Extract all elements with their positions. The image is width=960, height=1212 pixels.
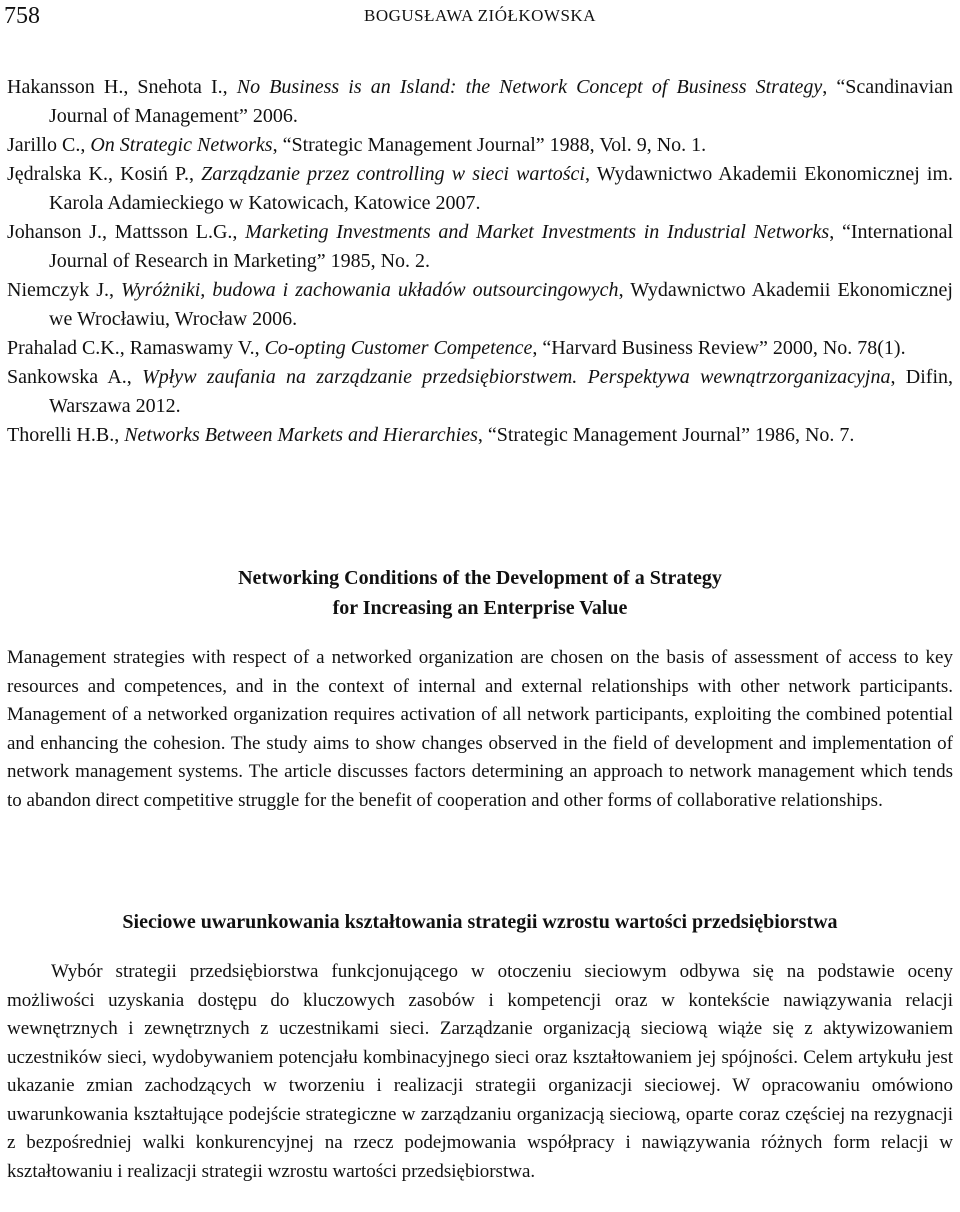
reference-title: Marketing Investments and Market Investments in Industrial Networks [245, 221, 830, 243]
reference-item [7, 276, 953, 334]
reference-title: Wyróżniki, budowa i zachowania układów outsourcingowych [121, 279, 619, 301]
reference-source: , Wydawnictwo Akademii Ekonomicznej im. Karola Adamieckiego w Katowicach, Katowice 2007. [49, 163, 954, 214]
reference-authors: Johanson J., Mattsson L.G., [7, 221, 246, 243]
reference-source: , Wydawnictwo Akademii Ekonomicznej we Wrocławiu, Wrocław 2006. [49, 279, 953, 330]
reference-source: , “Strategic Management Journal” 1986, No. 7. [477, 424, 855, 446]
reference-authors: Hakansson H., Snehota I., [7, 76, 237, 98]
reference-source: , “Harvard Business Review” 2000, No. 78(1). [532, 337, 906, 359]
reference-authors: Thorelli H.B., [7, 424, 125, 446]
polish-title: Sieciowe uwarunkowania kształtowania strategii wzrostu wartości przedsiębiorstwa [122, 911, 838, 933]
english-title [0, 563, 960, 623]
reference-authors: Jędralska K., Kosiń P., [7, 163, 202, 185]
page-number: 758 [4, 3, 40, 29]
reference-item [7, 131, 953, 160]
reference-title: Networks Between Markets and Hierarchies [124, 424, 478, 446]
polish-abstract: Wybór strategii przedsiębiorstwa funkcjonującego w otoczeniu sieciowym odbywa się na podstawie oceny możliwości uzyskania dostępu do kluczowych zasobów i kompetencji oraz w kontekście nawiązywania relacji wewnętrznych i zewnętrznych z uczestnikami sieci. Zarządzanie organizacją sieciową wiąże się z aktywizowaniem uczestników sieci, wydobywaniem potencjału kombinacyjnego sieci oraz kształtowaniem jej spójności. Celem artykułu jest ukazanie zmian zachodzących w tworzeniu i realizacji strategii organizacji sieciowej. W opracowaniu omówiono uwarunkowania kształtujące podejście strategiczne w zarządzaniu organizacją sieciową, oparte coraz częściej na rezygnacji z bezpośredniej walki konkurencyjnej na rzecz podejmowania współpracy i nawiązywania różnych form relacji w kształtowaniu i realizacji strategii wzrostu wartości przedsiębiorstwa. [7, 961, 953, 1182]
reference-authors: Niemczyk J., [7, 279, 122, 301]
reference-title: Zarządzanie przez controlling w sieci wartości [201, 163, 585, 185]
reference-source: , “Strategic Management Journal” 1988, Vol. 9, No. 1. [272, 134, 707, 156]
reference-authors: Sankowska A., [7, 366, 143, 388]
running-head: BOGUSŁAWA ZIÓŁKOWSKA [364, 6, 596, 25]
reference-item [7, 160, 953, 218]
english-title-line-1: Networking Conditions of the Development of a Strategy [238, 567, 722, 589]
reference-title: No Business is an Island: the Network Concept of Business Strategy [236, 76, 823, 98]
page-header [0, 0, 960, 40]
reference-item [7, 421, 953, 450]
reference-authors: Jarillo C., [7, 134, 91, 156]
reference-title: On Strategic Networks [90, 134, 273, 156]
reference-title: Co-opting Customer Competence [264, 337, 533, 359]
reference-source: , “International Journal of Research in Marketing” 1985, No. 2. [49, 221, 954, 272]
reference-item [7, 218, 953, 276]
reference-title: Wpływ zaufania na zarządzanie przedsiębiorstwem. Perspektywa wewnątrzorganizacyjna [142, 366, 891, 388]
reference-item [7, 73, 953, 131]
references-list [7, 73, 953, 450]
reference-authors: Prahalad C.K., Ramaswamy V., [7, 337, 265, 359]
reference-item [7, 334, 953, 363]
reference-source: , “Scandinavian Journal of Management” 2006. [49, 76, 953, 127]
english-abstract: Management strategies with respect of a networked organization are chosen on the basis of assessment of access to key resources and competences, and in the context of internal and external relationships with other network participants. Management of a networked organization requires activation of all network participants, exploiting the combined potential and enhancing the cohesion. The study aims to show changes observed in the field of development and implementation of network management systems. The article discusses factors determining an approach to network management which tends to abandon direct competitive struggle for the benefit of cooperation and other forms of collaborative relationships. [7, 647, 953, 811]
english-title-line-2: for Increasing an Enterprise Value [332, 597, 628, 619]
reference-source: , Difin, Warszawa 2012. [49, 366, 954, 417]
reference-item [7, 363, 953, 421]
